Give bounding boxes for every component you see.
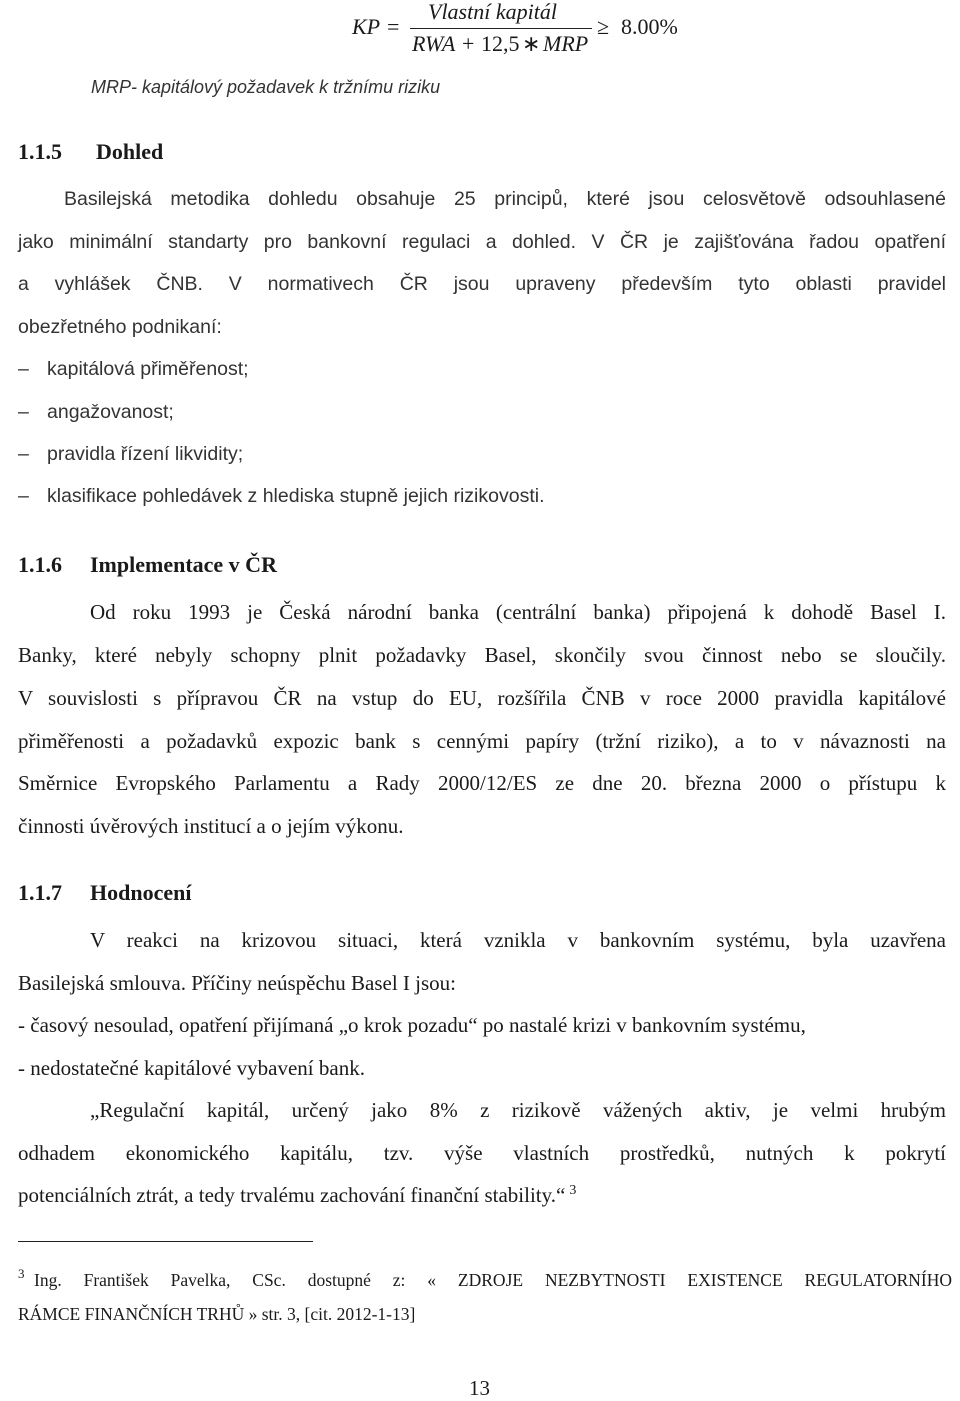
section-1-1-6-number: 1.1.6 xyxy=(18,552,62,577)
formula-den-mrp: MRP xyxy=(543,31,589,56)
implementace-line: činnosti úvěrových institucí a o jejím výkonu. xyxy=(18,814,404,838)
list-item: klasifikace pohledávek z hlediska stupně jejich rizikovosti. xyxy=(47,485,545,507)
section-1-1-5-number: 1.1.5 xyxy=(18,139,62,164)
list-bullet: – xyxy=(18,401,29,423)
implementace-line: V souvislosti s přípravou ČR na vstup do EU, rozšířila ČNB v roce 2000 pravidla kapitálové xyxy=(18,686,946,710)
formula-den-rwa: RWA xyxy=(412,31,456,56)
implementace-line: přiměřenosti a požadavků expozic bank s cennými papíry (tržní riziko), a to v návaznosti na xyxy=(18,729,946,753)
dohled-paragraph-line: jako minimální standarty pro bankovní regulaci a dohled. V ČR je zajišťována řadou opatření xyxy=(18,231,946,253)
formula-fraction-line xyxy=(410,28,592,29)
hodnoceni-line: V reakci na krizovou situaci, která vznikla v bankovním systému, byla uzavřena xyxy=(90,928,946,952)
formula-den-plus: + xyxy=(462,31,475,56)
dohled-paragraph-line: a vyhlášek ČNB. V normativech ČR jsou upraveny především tyto oblasti pravidel xyxy=(18,273,946,295)
list-item: kapitálová přiměřenost; xyxy=(47,358,249,380)
footnote-reference[interactable]: 3 xyxy=(569,1183,577,1198)
formula-lhs: KP xyxy=(352,14,381,39)
formula-den-star: ∗ xyxy=(522,31,541,56)
formula-geq: ≥ xyxy=(597,14,610,39)
quote-line: „Regulační kapitál, určený jako 8% z rizikově vážených aktiv, je velmi hrubým xyxy=(90,1098,946,1122)
list-item: angažovanost; xyxy=(47,401,174,423)
list-bullet: – xyxy=(18,443,29,465)
section-1-1-6-title: Implementace v ČR xyxy=(90,552,277,577)
hodnoceni-line: Basilejská smlouva. Příčiny neúspěchu Basel I jsou: xyxy=(18,971,457,995)
list-bullet: – xyxy=(18,485,29,507)
formula-equals: = xyxy=(387,14,400,39)
dohled-paragraph-line: Basilejská metodika dohledu obsahuje 25 principů, které jsou celosvětově odsouhlasené xyxy=(64,188,946,210)
footnote-number: 3 xyxy=(18,1266,25,1281)
implementace-line: Směrnice Evropského Parlamentu a Rady 2000/12/ES ze dne 20. března 2000 o přístupu k xyxy=(18,771,946,795)
formula-den-factor: 12,5 xyxy=(481,31,520,56)
section-1-1-7-title: Hodnocení xyxy=(90,880,192,905)
quote-line xyxy=(18,1183,576,1208)
implementace-line: Banky, které nebyly schopny plnit požadavky Basel, skončily svou činnost nebo se sloučily. xyxy=(18,643,946,667)
quote-text: potenciálních ztrát, a tedy trvalému zachování finanční stability.“ xyxy=(18,1183,566,1207)
implementace-line: Od roku 1993 je Česká národní banka (centrální banka) připojená k dohodě Basel I. xyxy=(90,600,946,624)
list-item: pravidla řízení likvidity; xyxy=(47,443,244,465)
formula-numerator: Vlastní kapitál xyxy=(428,0,557,24)
quote-line: odhadem ekonomického kapitálu, tzv. výše vlastních prostředků, nutných k pokrytí xyxy=(18,1141,946,1165)
section-1-1-5-title: Dohled xyxy=(96,139,164,164)
section-1-1-7-number: 1.1.7 xyxy=(18,880,62,905)
hodnoceni-line: - časový nesoulad, opatření přijímaná „o krok pozadu“ po nastalé krizi v bankovním systému, xyxy=(18,1013,806,1037)
footnote-text: Ing. František Pavelka, CSc. dostupné z: « ZDROJE NEZBYTNOSTI EXISTENCE REGULATORNÍHO xyxy=(34,1270,952,1290)
list-bullet: – xyxy=(18,358,29,380)
footnote-separator xyxy=(18,1241,313,1242)
mrp-note: MRP- kapitálový požadavek k tržnímu riziku xyxy=(91,77,441,97)
dohled-paragraph-line: obezřetného podnikaní: xyxy=(18,316,222,338)
page-number: 13 xyxy=(469,1376,490,1400)
hodnoceni-line: - nedostatečné kapitálové vybavení bank. xyxy=(18,1056,365,1080)
formula-rhs: 8.00% xyxy=(621,14,678,39)
footnote-text: RÁMCE FINANČNÍCH TRHŮ » str. 3, [cit. 2012-1-13] xyxy=(18,1304,416,1324)
